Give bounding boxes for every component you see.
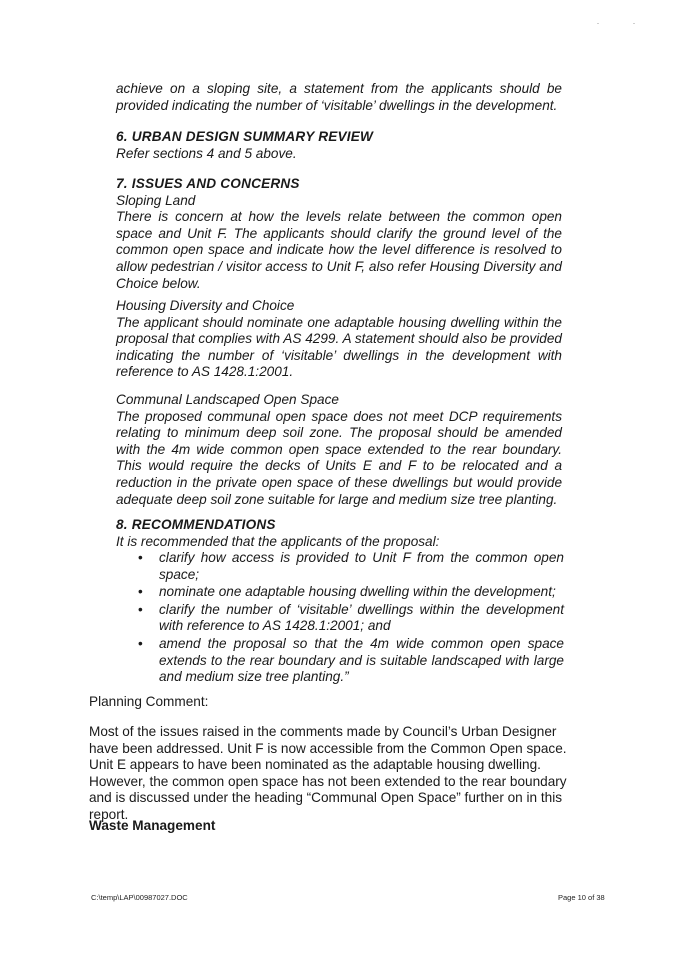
planning-comment-text: Most of the issues raised in the comments made by Council’s Urban Designer have been addressed. Unit F is now accessible from the Common Open space. Unit E appears to have been nominated as the adaptable housing dwelling. However, the common open space has not been extended to the rear boundary and is discussed under the heading “Communal Open Space” further on in this report. — [89, 724, 567, 822]
list-item: • clarify the number of ‘visitable’ dwellings within the development with reference to AS 1428.1:2001; and — [138, 601, 564, 634]
intro-paragraph: achieve on a sloping site, a statement from the applicants should be provided indicating the number of ‘visitable’ dwellings in the development. — [116, 81, 562, 113]
housing-diversity-text: The applicant should nominate one adaptable housing dwelling within the proposal that complies with AS 4299. A statement should also be provided indicating the number of ‘visitable’ dwellings in the development with reference to AS 1428.1:2001. — [116, 314, 562, 380]
communal-landscaped-text: The proposed communal open space does not meet DCP requirements relating to minimum deep soil zone. The proposal should be amended with the 4m wide common open space extended to the rear boundary. This would require the decks of Units E and F to be relocated and a reduction in the private open space of these dwellings but would provide adequate deep soil zone suitable for large and medium size tree planting. — [116, 408, 562, 507]
sloping-land-text: There is concern at how the levels relate between the common open space and Unit F. The applicants should clarify the ground level of the common open space and indicate how the level difference is resolved to allow pedestrian / visitor access to Unit F, also refer Housing Diversity and Choice below. — [116, 209, 562, 291]
sloping-land-title: Sloping Land — [116, 192, 196, 208]
section-8 — [116, 517, 562, 550]
section-7 — [116, 176, 562, 292]
bullet-icon: • — [138, 584, 143, 600]
list-item: • nominate one adaptable housing dwelling within the development; — [138, 584, 556, 600]
section-6-heading: 6. URBAN DESIGN SUMMARY REVIEW — [116, 129, 374, 144]
planning-comment-label: Planning Comment: — [89, 694, 209, 709]
footer-page-number: Page 10 of 38 — [558, 893, 605, 902]
communal-landscaped-title: Communal Landscaped Open Space — [116, 392, 339, 407]
bullet-icon: • — [138, 635, 143, 651]
list-item: • amend the proposal so that the 4m wide common open space extends to the rear boundary and is suitable landscaped with large and medium size tree planting.” — [138, 635, 564, 685]
housing-diversity-title: Housing Diversity and Choice — [116, 298, 295, 313]
scan-speck — [633, 23, 635, 24]
section-8-heading: 8. RECOMMENDATIONS — [116, 517, 276, 532]
bullet-icon: • — [138, 601, 143, 617]
bullet-icon: • — [138, 550, 143, 565]
section-6 — [116, 129, 562, 162]
list-item: • clarify how access is provided to Unit F from the common open space; — [138, 550, 564, 582]
scan-speck — [597, 23, 599, 24]
footer-file-path: C:\temp\LAP\00987027.DOC — [91, 893, 188, 902]
waste-management-heading: Waste Management — [89, 818, 216, 833]
housing-diversity — [116, 298, 562, 381]
recommendations-intro: It is recommended that the applicants of the proposal: — [116, 533, 440, 549]
recommendations-list — [138, 550, 564, 687]
section-6-text: Refer sections 4 and 5 above. — [116, 145, 297, 161]
section-7-heading: 7. ISSUES AND CONCERNS — [116, 176, 300, 191]
communal-landscaped — [116, 392, 562, 508]
